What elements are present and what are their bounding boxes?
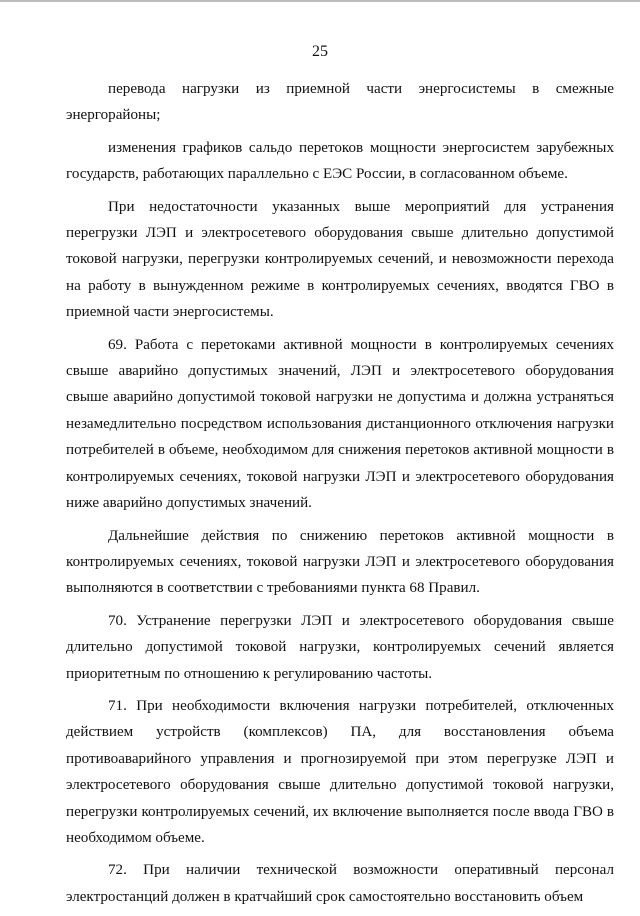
- paragraph: 72. При наличии технической возможности оперативный персонал электростанций должен в кратчайший срок самостоятельно восстановить объем: [66, 862, 614, 905]
- paragraph: 71. При необходимости включения нагрузки потребителей, отключенных действием устройств (комплексов) ПА, для восстановления объема противоаварийного управления и прогнозируемой при этом перегрузке ЛЭП и электросетевого оборудования свыше длительно допустимой токовой нагрузки, перегрузки контролируемых сечений, их включение выполняется после ввода ГВО в необходимом объеме.: [66, 697, 614, 846]
- paragraph: При недостаточности указанных выше мероприятий для устранения перегрузки ЛЭП и электросетевого оборудования свыше длительно допустимой токовой нагрузки, перегрузки контролируемых сечений, и невозможности перехода на работу в вынужденном режиме в контролируемых сечениях, вводятся ГВО в приемной части энергосистемы.: [66, 198, 614, 321]
- paragraph: изменения графиков сальдо перетоков мощности энергосистем зарубежных государств, работающих параллельно с ЕЭС России, в согласованном объеме.: [66, 139, 614, 183]
- page-number: 25: [312, 43, 328, 60]
- document-body: [66, 76, 614, 916]
- paragraph: перевода нагрузки из приемной части энергосистемы в смежные энергорайоны;: [66, 81, 614, 124]
- top-scan-edge: [0, 0, 640, 2]
- paragraph: Дальнейшие действия по снижению перетоков активной мощности в контролируемых сечениях, токовой нагрузки ЛЭП и электросетевого оборудования выполняются в соответствии с требованиями пункта 68 Правил.: [66, 527, 614, 597]
- paragraph: 69. Работа с перетоками активной мощности в контролируемых сечениях свыше аварийно допустимых значений, ЛЭП и электросетевого оборудования свыше аварийно допустимой токовой нагрузки не допустима и должна устраняться незамедлительно посредством использования дистанционного отключения нагрузки потребителей в объеме, необходимом для снижения перетоков активной мощности в контролируемых сечениях, токовой нагрузки ЛЭП и электросетевого оборудования ниже аварийно допустимых значений.: [66, 336, 614, 512]
- paragraph: 70. Устранение перегрузки ЛЭП и электросетевого оборудования свыше длительно допустимой токовой нагрузки, контролируемых сечений является приоритетным по отношению к регулированию частоты.: [66, 612, 614, 682]
